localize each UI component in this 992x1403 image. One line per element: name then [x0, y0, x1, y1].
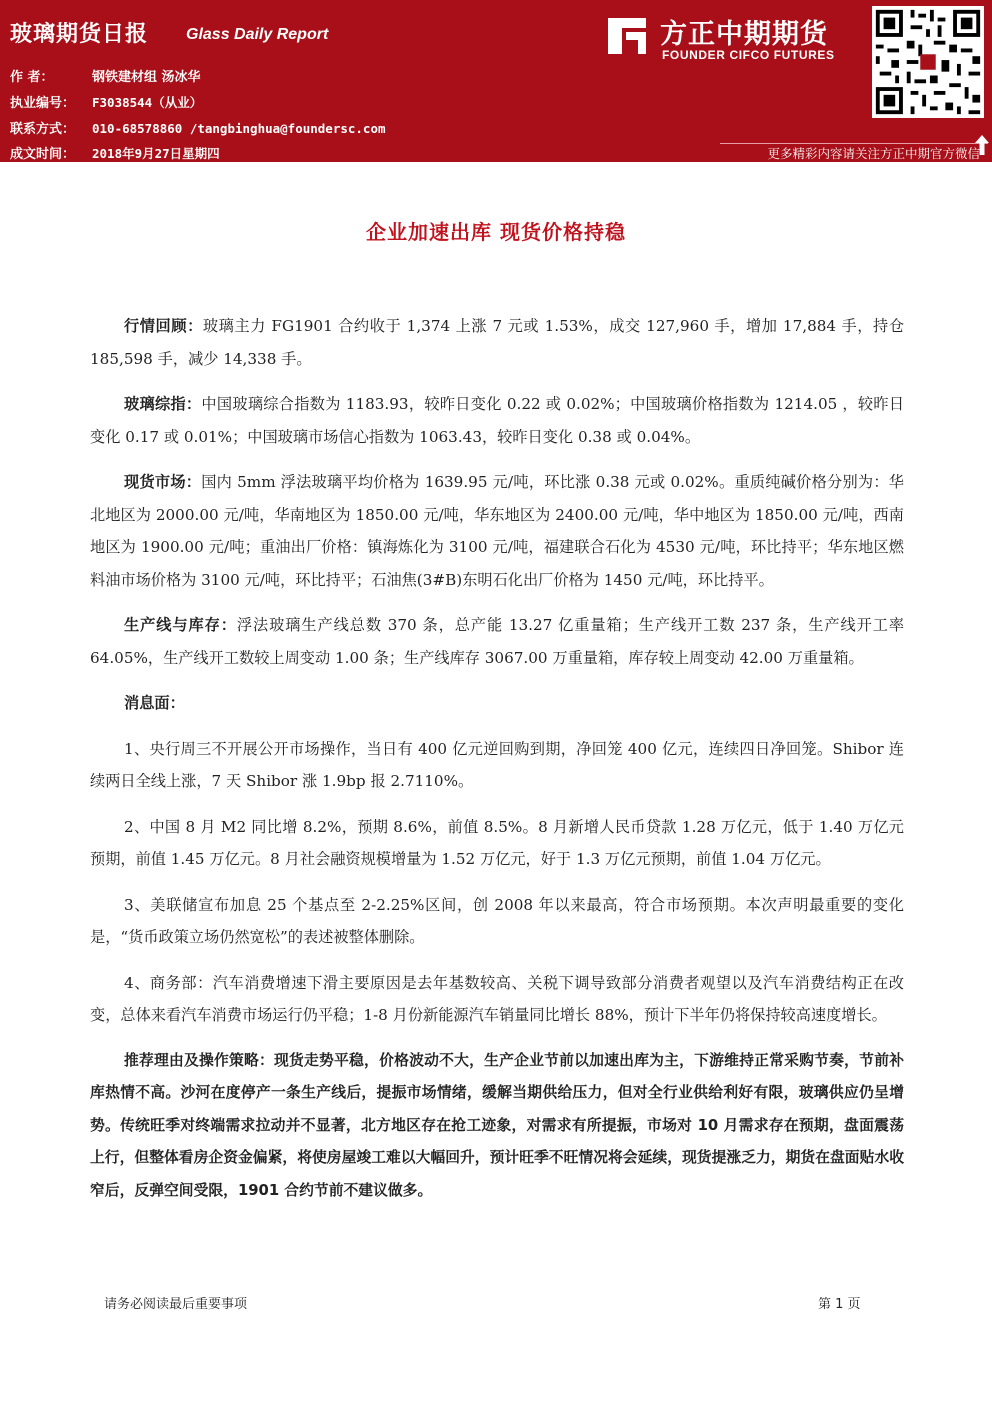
date-label: 成文时间： [10, 147, 76, 162]
license-value: F3038544（从业） [92, 95, 203, 110]
up-arrow-icon [974, 134, 990, 156]
report-body [90, 310, 904, 1220]
glass-index-paragraph [90, 388, 904, 453]
company-logo [604, 10, 864, 62]
spot-market-label: 现货市场： [124, 473, 202, 491]
spot-market-paragraph [90, 466, 904, 596]
footer-disclaimer: 请务必阅读最后重要事项 [104, 1297, 248, 1312]
production-label: 生产线与库存： [124, 616, 237, 634]
logo-text-cn: 方正中期期货 [660, 19, 828, 50]
market-review-label: 行情回顾： [124, 317, 203, 335]
date-value: 2018年9月27日星期四 [92, 146, 220, 161]
glass-index-text: 中国玻璃综合指数为 1183.93，较昨日变化 0.22 或 0.02%；中国玻璃价格指数为 1214.05 ，较昨日变化 0.17 或 0.01%；中国玻璃市场信心指数为 1063.43，较昨日变化 0.38 或 0.04%。 [90, 395, 905, 446]
author-row [10, 66, 201, 85]
report-header [0, 0, 992, 162]
report-title-en: Glass Daily Report [186, 26, 329, 43]
founder-logo-icon [604, 14, 650, 58]
glass-index-label: 玻璃综指： [124, 395, 202, 413]
report-title-cn: 玻璃期货日报 [10, 22, 149, 47]
page-number: 第 1 页 [818, 1297, 861, 1312]
author-label: 作 者： [10, 70, 54, 85]
production-paragraph [90, 609, 904, 674]
contact-value: 010-68578860 /tangbinghua@foundersc.com [92, 121, 386, 136]
contact-row [10, 118, 386, 137]
news-heading [90, 687, 904, 720]
production-text: 浮法玻璃生产线总数 370 条，总产能 13.27 亿重量箱；生产线开工数 237 条，生产线开工率 64.05%，生产线开工数较上周变动 1.00 条；生产线库存 3067.00 万重量箱，库存较上周变动 42.00 万重量箱。 [90, 616, 905, 667]
market-review-text: 玻璃主力 FG1901 合约收于 1,374 上涨 7 元或 1.53%，成交 127,960 手，增加 17,884 手，持仓 185,598 手，减少 14,338 手。 [90, 317, 905, 368]
news-label: 消息面： [124, 694, 185, 712]
headline: 企业加速出库 现货价格持稳 [366, 220, 626, 244]
qr-code-icon [872, 6, 984, 118]
strategy-paragraph: 推荐理由及操作策略：现货走势平稳，价格波动不大，生产企业节前以加速出库为主，下游维持正常采购节奏，节前补库热情不高。沙河在度停产一条生产线后，提振市场情绪，缓解当期供给压力，但对全行业供给利好有限，玻璃供应仍呈增势。传统旺季对终端需求拉动并不显著，北方地区存在抢工迹象，对需求有所提振，市场对 10 月需求存在预期，盘面震荡上行，但整体看房企资金偏紧，将使房屋竣工难以大幅回升，预计旺季不旺情况将会延续，现货提涨乏力，期货在盘面贴水收窄后，反弹空间受限，1901 合约节前不建议做多。 [90, 1051, 904, 1199]
author-value: 钢铁建材组 汤冰华 [92, 70, 201, 85]
license-label: 执业编号： [10, 96, 76, 111]
news-item: 2、中国 8 月 M2 同比增 8.2%，预期 8.6%，前值 8.5%。8 月新增人民币贷款 1.28 万亿元，低于 1.40 万亿元预期，前值 1.45 万亿元。8 月社会融资规模增量为 1.52 万亿元，好于 1.3 万亿元预期，前值 1.04 万亿元。 [90, 817, 904, 868]
news-item: 4、商务部：汽车消费增速下滑主要原因是去年基数较高、关税下调导致部分消费者观望以及汽车消费结构正在改变，总体来看汽车消费市场运行仍平稳；1-8 月份新能源汽车销量同比增长 88%，预计下半年仍将保持较高速度增长。 [90, 973, 904, 1024]
news-item: 3、美联储宣布加息 25 个基点至 2-2.25%区间，创 2008 年以来最高，符合市场预期。本次声明最重要的变化是，“货币政策立场仍然宽松”的表述被整体删除。 [90, 895, 904, 946]
spot-market-text: 国内 5mm 浮法玻璃平均价格为 1639.95 元/吨，环比涨 0.38 元或 0.02%。重质纯碱价格分别为：华北地区为 2000.00 元/吨，华南地区为 1850.00 元/吨，华东地区为 2400.00 元/吨，华中地区为 1850.00 元/吨，西南地区为 1900.00 元/吨；重油出厂价格：镇海炼化为 3100 元/吨，福建联合石化为 4530 元/吨，环比持平；华东地区燃料油市场价格为 3100 元/吨，环比持平；石油焦(3#B)东明石化出厂价格为 1450 元/吨，环比持平。 [90, 473, 904, 589]
news-item: 1、央行周三不开展公开市场操作，当日有 400 亿元逆回购到期，净回笼 400 亿元，连续四日净回笼。Shibor 连续两日全线上涨，7 天 Shibor 涨 1.9bp 报 2.7110%。 [90, 739, 904, 790]
date-row [10, 143, 220, 162]
contact-label: 联系方式： [10, 122, 76, 137]
market-review-paragraph [90, 310, 904, 375]
license-row [10, 92, 202, 111]
logo-text-en: FOUNDER CIFCO FUTURES [662, 48, 835, 62]
follow-wechat-text: 更多精彩内容请关注方正中期官方微信 [767, 146, 980, 161]
